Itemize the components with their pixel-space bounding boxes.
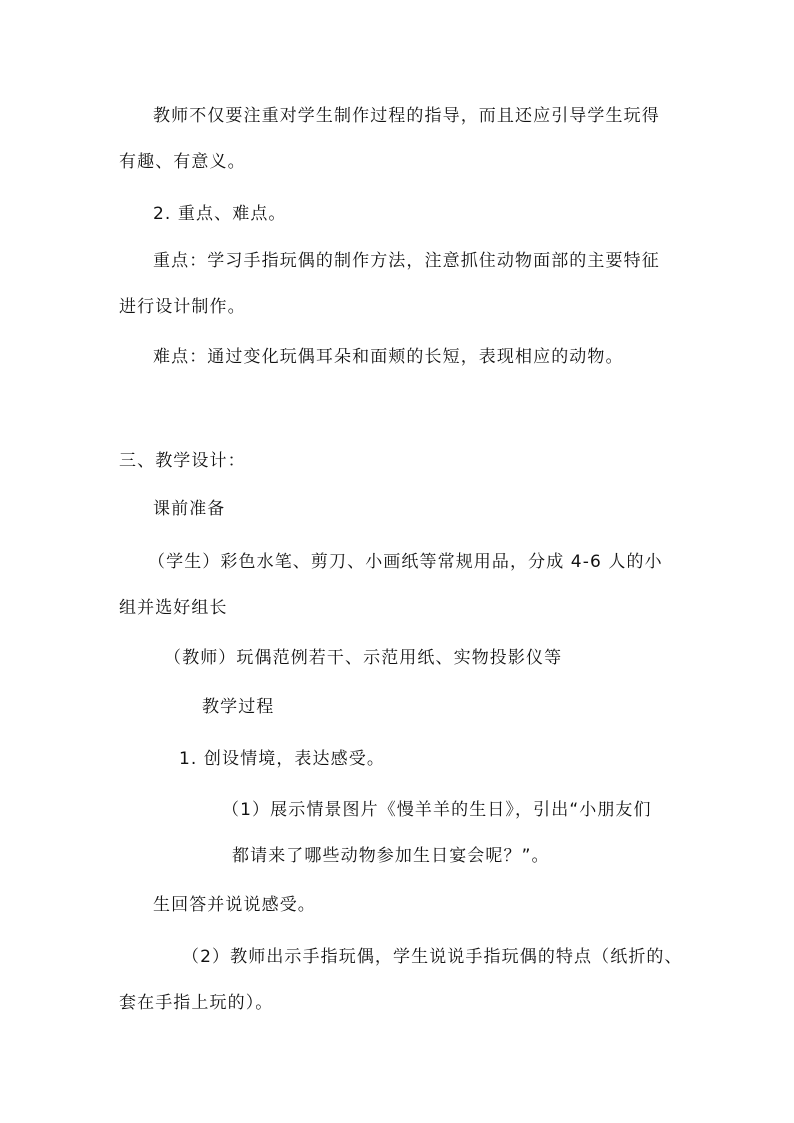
paragraph-line: （教师）玩偶范例若干、示范用纸、实物投影仪等 bbox=[164, 648, 563, 668]
paragraph-line: 套在手指上玩的）。 bbox=[119, 993, 274, 1013]
section-heading: 1. 创设情境，表达感受。 bbox=[179, 749, 385, 769]
paragraph-line: 进行设计制作。 bbox=[119, 297, 246, 317]
subsection-heading: 教学过程 bbox=[202, 697, 275, 717]
paragraph-line: （2）教师出示手指玩偶，学生说说手指玩偶的特点（纸折的、 bbox=[182, 947, 683, 967]
section-heading: 三、教学设计： bbox=[119, 451, 246, 471]
paragraph-line: 有趣、有意义。 bbox=[119, 152, 246, 172]
paragraph-line: 生回答并说说感受。 bbox=[153, 895, 316, 915]
paragraph-line: 重点：学习手指玩偶的制作方法，注意抓住动物面部的主要特征 bbox=[153, 251, 660, 271]
paragraph-line: （1）展示情景图片《慢羊羊的生日》，引出“小朋友们 bbox=[222, 800, 652, 820]
paragraph-line: 组并选好组长 bbox=[119, 598, 228, 618]
paragraph-line: （学生）彩色水笔、剪刀、小画纸等常规用品，分成 4-6 人的小 bbox=[148, 552, 663, 572]
subsection-heading: 课前准备 bbox=[153, 499, 226, 519]
paragraph-line: 难点：通过变化玩偶耳朵和面颊的长短，表现相应的动物。 bbox=[153, 347, 624, 367]
section-heading: 2. 重点、难点。 bbox=[153, 204, 287, 224]
paragraph-line: 都请来了哪些动物参加生日宴会呢？”。 bbox=[232, 846, 550, 866]
paragraph-line: 教师不仅要注重对学生制作过程的指导，而且还应引导学生玩得 bbox=[153, 106, 660, 126]
